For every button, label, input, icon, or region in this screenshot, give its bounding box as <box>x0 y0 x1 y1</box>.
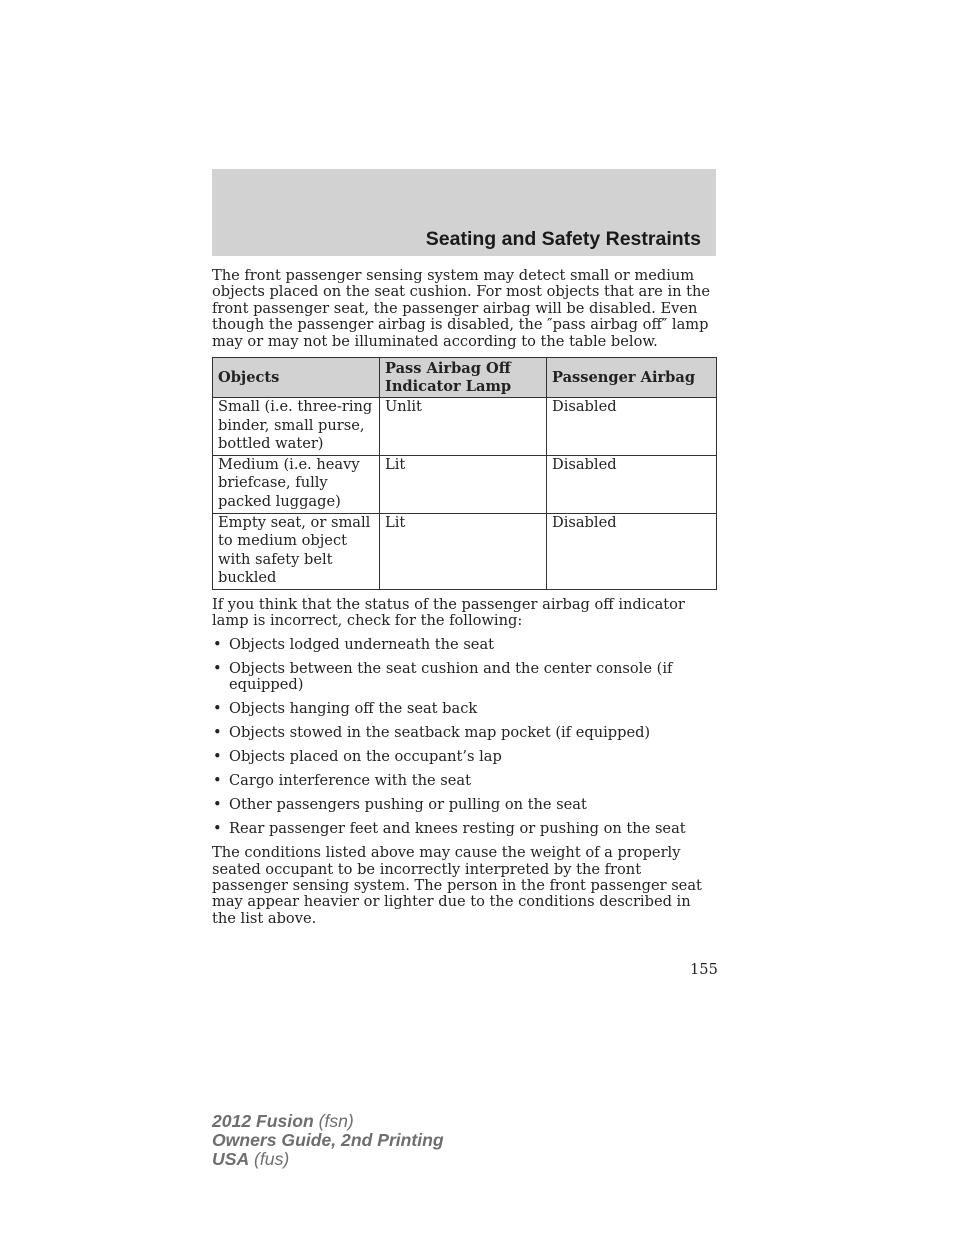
table-header-objects: Objects <box>213 358 380 398</box>
page-content <box>212 268 716 927</box>
table-row <box>213 513 717 589</box>
bullet-icon: • <box>213 748 222 766</box>
section-header-band <box>212 169 716 256</box>
list-item-text: Other passengers pushing or pulling on the seat <box>229 796 587 814</box>
table-header-row <box>213 358 717 398</box>
footer-line-printing: Owners Guide, 2nd Printing <box>212 1130 444 1150</box>
check-intro-paragraph: If you think that the status of the passenger airbag off indicator lamp is incorrect, check for the following: <box>212 595 685 630</box>
list-item <box>212 701 716 717</box>
table-row <box>213 398 717 456</box>
table-cell-object: Empty seat, or small to medium object with safety belt buckled <box>213 513 380 589</box>
closing-paragraph: The conditions listed above may cause the weight of a properly seated occupant to be incorrectly interpreted by the front passenger sensing system. The person in the front passenger seat may appear heavier or lighter due to the conditions described in the list above. <box>212 844 702 927</box>
bullet-icon: • <box>213 659 222 677</box>
table-cell-airbag: Disabled <box>547 455 717 513</box>
table-cell-object: Small (i.e. three-ring binder, small purse, bottled water) <box>213 398 380 456</box>
footer-market-name: USA <box>212 1149 250 1169</box>
section-title: Seating and Safety Restraints <box>425 228 701 250</box>
bullet-icon: • <box>213 820 222 838</box>
bullet-icon: • <box>213 796 222 814</box>
list-item <box>212 821 716 837</box>
list-item-text: Objects hanging off the seat back <box>229 700 478 718</box>
check-list <box>212 637 716 838</box>
footer-line-market <box>212 1150 444 1169</box>
table-cell-object: Medium (i.e. heavy briefcase, fully packed luggage) <box>213 455 380 513</box>
bullet-icon: • <box>213 635 222 653</box>
bullet-icon: • <box>213 772 222 790</box>
bullet-icon: • <box>213 724 222 742</box>
list-item <box>212 773 716 789</box>
airbag-status-table-wrap <box>212 357 716 590</box>
table-row <box>213 455 717 513</box>
airbag-status-table <box>212 357 717 590</box>
list-item <box>212 797 716 813</box>
list-item <box>212 725 716 741</box>
table-header-passenger-airbag: Passenger Airbag <box>547 358 717 398</box>
list-item-text: Objects placed on the occupant’s lap <box>229 748 502 766</box>
page-number: 155 <box>690 961 718 978</box>
table-cell-lamp: Lit <box>380 513 547 589</box>
table-cell-lamp: Lit <box>380 455 547 513</box>
intro-paragraph: The front passenger sensing system may detect small or medium objects placed on the seat cushion. For most objects that are in the front passenger seat, the passenger airbag will be disabled. Even though the passenger airbag is disabled, the ″pass airbag off″ lamp may or may not be illuminated according to the table below. <box>212 267 711 350</box>
footer-line-model <box>212 1112 444 1131</box>
list-item-text: Rear passenger feet and knees resting or pushing on the seat <box>229 820 686 838</box>
list-item-text: Objects lodged underneath the seat <box>229 635 495 653</box>
bullet-icon: • <box>213 700 222 718</box>
table-cell-airbag: Disabled <box>547 513 717 589</box>
footer-model-code: (fsn) <box>313 1111 354 1131</box>
document-footer <box>212 1112 444 1169</box>
table-cell-lamp: Unlit <box>380 398 547 456</box>
list-item <box>212 661 716 694</box>
footer-market-code: (fus) <box>249 1149 290 1169</box>
table-header-indicator-lamp: Pass Airbag Off Indicator Lamp <box>380 358 547 398</box>
footer-model-name: 2012 Fusion <box>212 1111 314 1131</box>
table-cell-airbag: Disabled <box>547 398 717 456</box>
list-item <box>212 637 716 653</box>
list-item-text: Cargo interference with the seat <box>229 772 471 790</box>
list-item-text: Objects between the seat cushion and the center console (if equipped) <box>229 659 673 694</box>
list-item <box>212 749 716 765</box>
list-item-text: Objects stowed in the seatback map pocket (if equipped) <box>229 724 651 742</box>
